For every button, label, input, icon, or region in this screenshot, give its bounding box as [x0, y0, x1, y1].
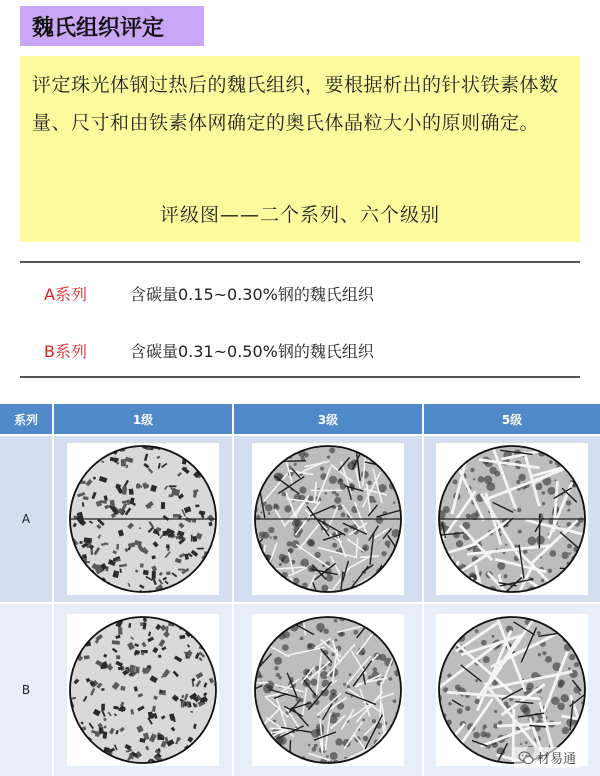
- micrograph-cell: [234, 604, 424, 776]
- page-title-text: 魏氏组织评定: [32, 15, 165, 41]
- micrograph-image: [436, 614, 588, 766]
- grid-header: [0, 404, 600, 434]
- watermark: [514, 747, 580, 768]
- series-a-tag: A系列: [44, 285, 87, 304]
- series-a-row: [44, 282, 374, 305]
- micrograph-image: [252, 614, 404, 766]
- page-title: [20, 6, 204, 46]
- series-b-desc: 含碳量0.31~0.50%钢的魏氏组织: [130, 342, 374, 361]
- micrograph-cell: [54, 604, 234, 776]
- grid-row-b: [0, 604, 600, 776]
- micrograph-image: [436, 443, 588, 595]
- grid-row-a: [0, 436, 600, 602]
- micrograph-image: [252, 443, 404, 595]
- divider-top: [20, 261, 580, 263]
- row-label-b: B: [0, 604, 54, 776]
- intro-panel: [20, 56, 580, 242]
- intro-subtitle: 评级图——二个系列、六个级别: [159, 204, 440, 226]
- series-b-row: [44, 339, 374, 362]
- grid-header-level-5: 5级: [424, 404, 600, 434]
- row-label-a: A: [0, 436, 54, 602]
- micrograph-image: [67, 443, 219, 595]
- wechat-icon: [518, 750, 534, 766]
- divider-bottom: [20, 376, 580, 378]
- grid-header-series: 系列: [0, 404, 54, 434]
- intro-text: 评定珠光体钢过热后的魏氏组织，要根据析出的针状铁素体数量、尺寸和由铁素体网确定的奥氏体晶粒大小的原则确定。: [32, 74, 559, 134]
- series-b-tag: B系列: [44, 342, 87, 361]
- micrograph-cell: [234, 436, 424, 602]
- watermark-text: 材易通: [536, 752, 576, 767]
- grid-header-level-3: 3级: [234, 404, 424, 434]
- micrograph-cell: [424, 436, 600, 602]
- grid-header-level-1: 1级: [54, 404, 234, 434]
- micrograph-cell: [54, 436, 234, 602]
- micrograph-image: [67, 614, 219, 766]
- series-a-desc: 含碳量0.15~0.30%钢的魏氏组织: [130, 285, 374, 304]
